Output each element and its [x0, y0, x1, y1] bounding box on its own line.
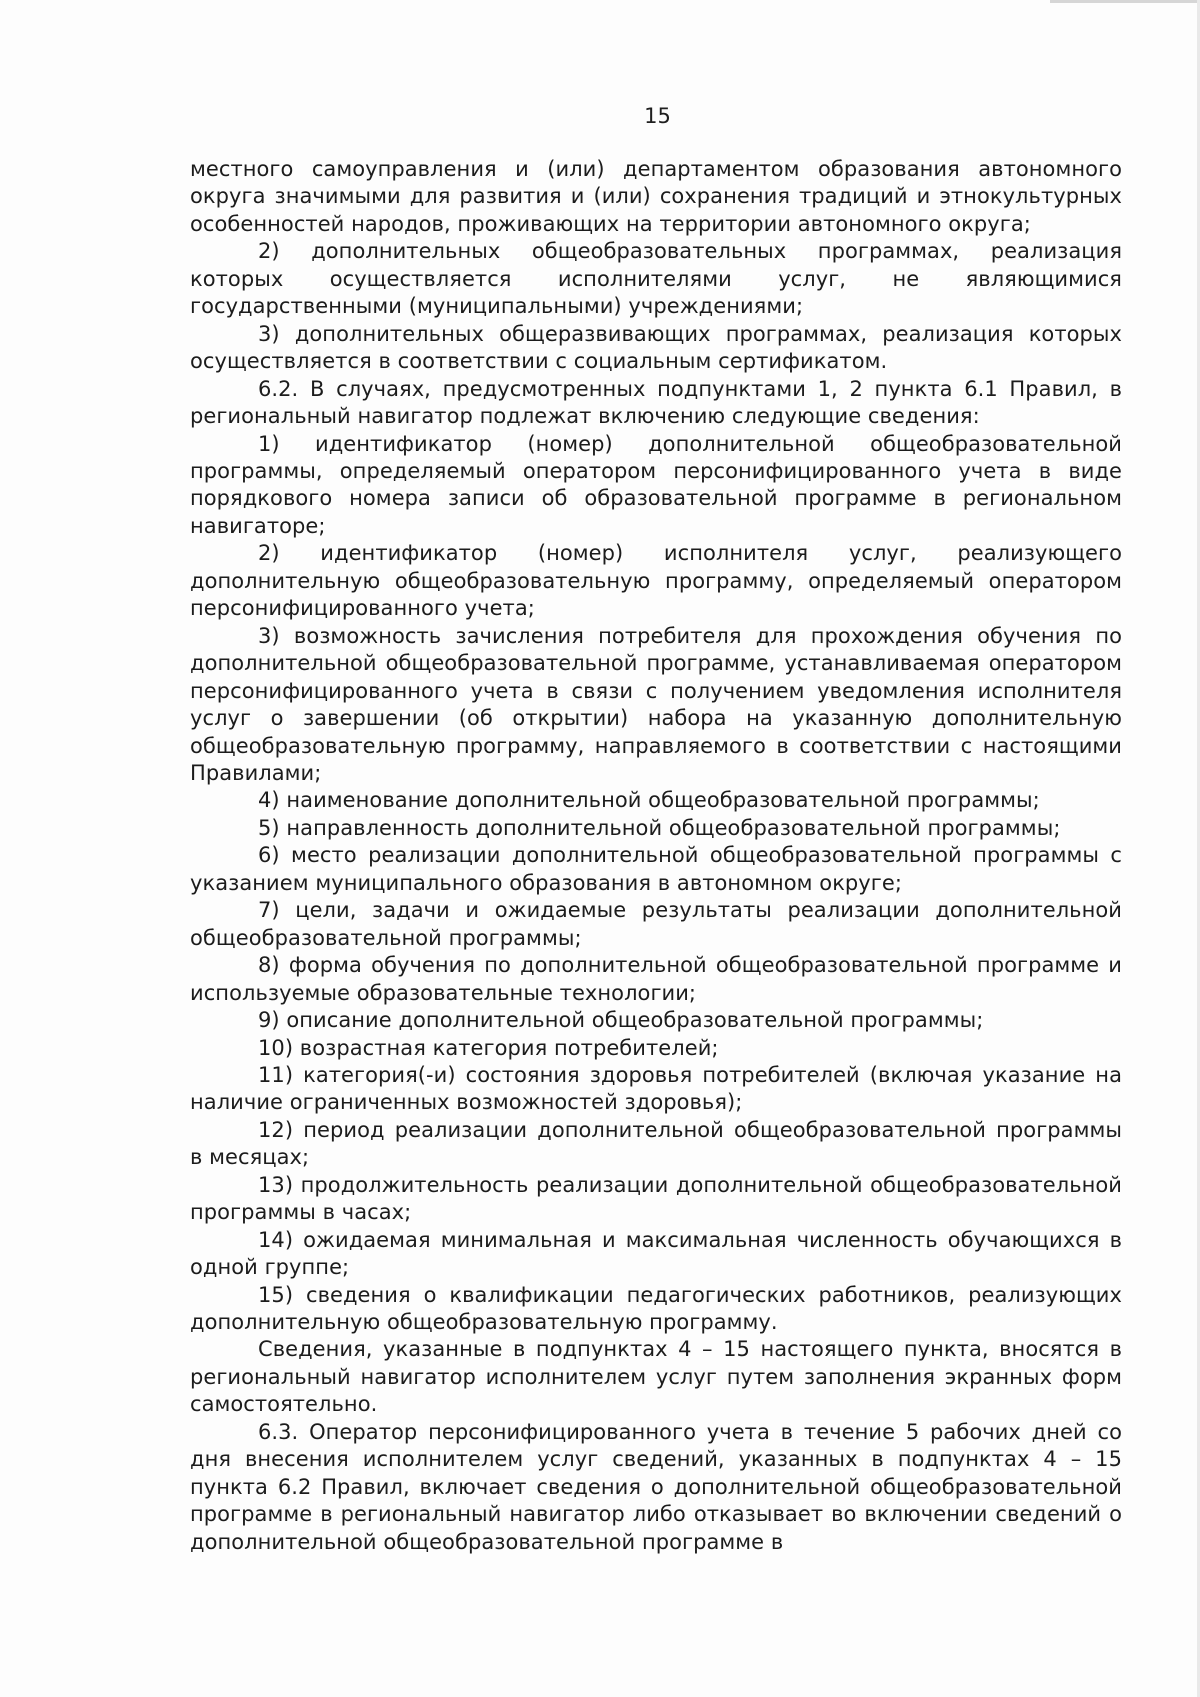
paragraph: 2) идентификатор (номер) исполнителя услуг, реализующего дополнительную общеобразовательную программу, определяемый оператором персонифицированного учета;: [190, 541, 1122, 621]
paragraph: 3) дополнительных общеразвивающих программах, реализация которых осуществляется в соответствии с социальным сертификатом.: [190, 321, 1122, 374]
paragraph: 14) ожидаемая минимальная и максимальная численность обучающихся в одной группе;: [190, 1227, 1122, 1280]
paragraph: 6) место реализации дополнительной общеобразовательной программы с указанием муниципального образования в автономном округе;: [190, 843, 1122, 895]
document-body: [190, 156, 1122, 1556]
page-number: 15: [644, 104, 671, 128]
paragraph: 9) описание дополнительной общеобразовательной программы;: [258, 1008, 984, 1033]
paragraph: 10) возрастная категория потребителей;: [258, 1035, 719, 1060]
paragraph: Сведения, указанные в подпунктах 4 – 15 настоящего пункта, вносятся в региональный навигатор исполнителем услуг путем заполнения экранных форм самостоятельно.: [190, 1337, 1122, 1417]
paragraph: 1) идентификатор (номер) дополнительной общеобразовательной программы, определяемый оператором персонифицированного учета в виде порядкового номера записи об образовательной программе в региональном навигаторе;: [190, 431, 1122, 538]
paragraph: 6.3. Оператор персонифицированного учета в течение 5 рабочих дней со дня внесения исполнителем услуг сведений, указанных в подпунктах 4 – 15 пункта 6.2 Правил, включает сведения о дополнительной общеобразовательной программе в региональный навигатор либо отказывает во включении сведений о дополнительной общеобразовательной программе в: [190, 1419, 1122, 1554]
paragraph: 3) возможность зачисления потребителя для прохождения обучения по дополнительной общеобразовательной программе, устанавливаемая оператором персонифицированного учета в связи с получением уведомления исполнителя услуг о завершении (об открытии) набора на указанную дополнительную общеобразовательную программу, направляемого в соответствии с настоящими Правилами;: [190, 623, 1122, 785]
paragraph: 11) категория(-и) состояния здоровья потребителей (включая указание на наличие ограниченных возможностей здоровья);: [190, 1062, 1122, 1115]
paragraph: 5) направленность дополнительной общеобразовательной программы;: [258, 815, 1061, 840]
paragraph: 6.2. В случаях, предусмотренных подпунктами 1, 2 пункта 6.1 Правил, в региональный навигатор подлежат включению следующие сведения:: [190, 376, 1122, 429]
paragraph: 15) сведения о квалификации педагогических работников, реализующих дополнительную общеобразовательную программу.: [190, 1282, 1122, 1335]
paragraph: 13) продолжительность реализации дополнительной общеобразовательной программы в часах;: [190, 1172, 1122, 1225]
paragraph: местного самоуправления и (или) департаментом образования автономного округа значимыми для развития и (или) сохранения традиций и этнокультурных особенностей народов, проживающих на территории автономного округа;: [190, 157, 1122, 236]
scan-edge-mark: [1050, 0, 1200, 3]
paragraph: 2) дополнительных общеобразовательных программах, реализация которых осуществляется исполнителями услуг, не являющимися государственными (муниципальными) учреждениями;: [190, 239, 1122, 319]
paragraph: 12) период реализации дополнительной общеобразовательной программы в месяцах;: [190, 1117, 1122, 1170]
paragraph: 4) наименование дополнительной общеобразовательной программы;: [258, 788, 1040, 813]
paragraph: 8) форма обучения по дополнительной общеобразовательной программе и используемые образовательные технологии;: [190, 953, 1122, 1005]
paragraph: 7) цели, задачи и ожидаемые результаты реализации дополнительной общеобразовательной программы;: [190, 898, 1122, 950]
